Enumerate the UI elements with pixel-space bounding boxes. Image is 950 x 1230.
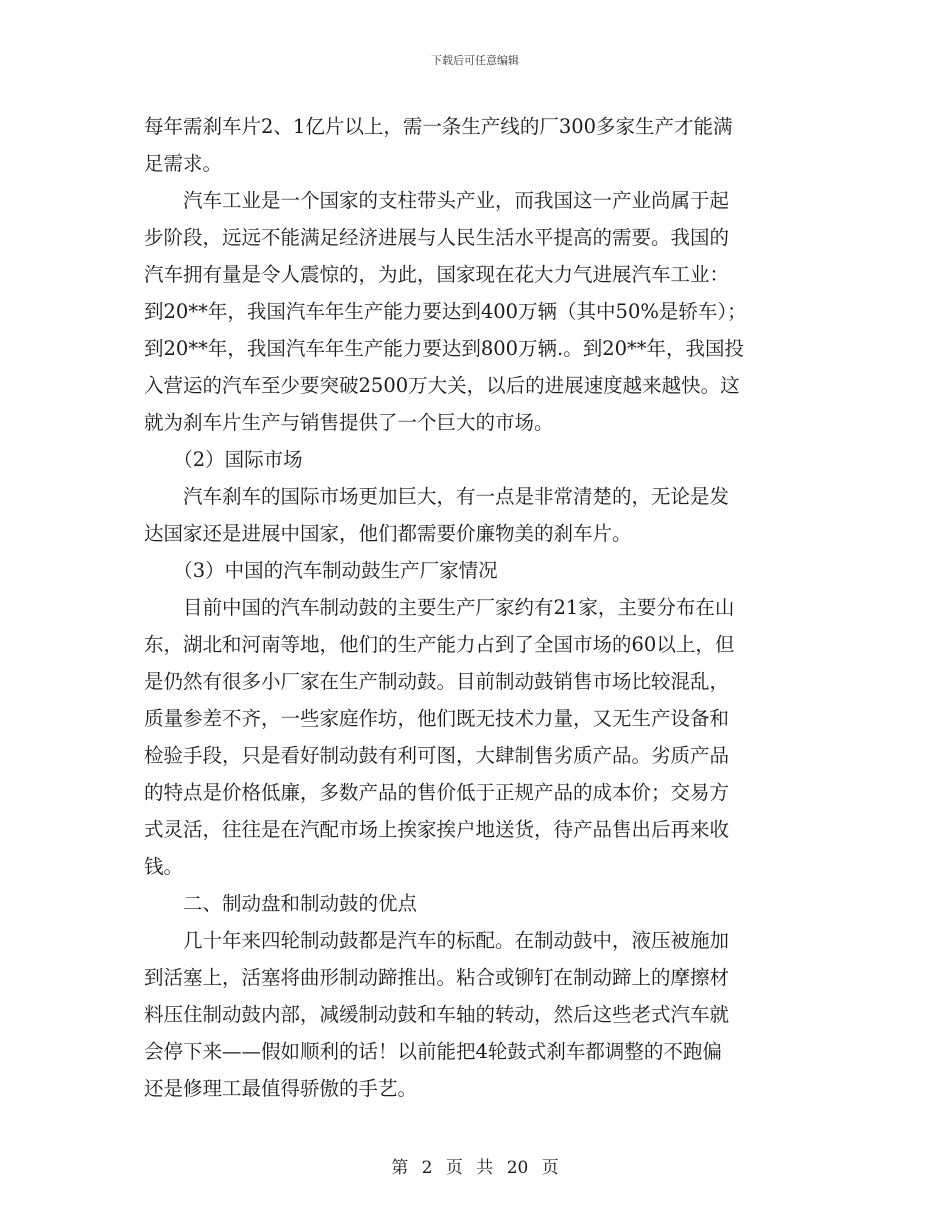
- text-line: 检验手段，只是看好制动鼓有利可图，大肆制售劣质产品。劣质产品: [144, 744, 730, 767]
- text-line: 到活塞上，活塞将曲形制动蹄推出。粘合或铆钉在制动蹄上的摩擦材: [144, 966, 730, 989]
- text-line: 每年需刹车片2、1亿片以上，需一条生产线的厂300多家生产才能满: [144, 115, 733, 138]
- text-line: 足需求。: [144, 152, 223, 175]
- text-line: 东，湖北和河南等地，他们的生产能力占到了全国市场的60以上，但: [144, 633, 735, 656]
- text-line: 质量参差不齐，一些家庭作坊，他们既无技术力量，又无生产设备和: [144, 707, 730, 730]
- text-line: 还是修理工最值得骄傲的手艺。: [144, 1077, 418, 1100]
- section-heading: 二、制动盘和制动鼓的优点: [144, 892, 418, 915]
- text-line: 达国家还是进展中国家，他们都需要价廉物美的刹车片。: [144, 522, 632, 545]
- text-line: 汽车刹车的国际市场更加巨大，有一点是非常清楚的，无论是发: [144, 485, 730, 508]
- section-heading: （3）中国的汽车制动鼓生产厂家情况: [144, 559, 498, 582]
- text-line: 汽车工业是一个国家的支柱带头产业，而我国这一产业尚属于起: [144, 189, 730, 212]
- total-pages: 20: [506, 1158, 529, 1178]
- text-line: 到20**年，我国汽车年生产能力要达到800万辆.。到20**年，我国投: [144, 337, 745, 360]
- text-line: 入营运的汽车至少要突破2500万大关，以后的进展速度越来越快。这: [144, 374, 740, 397]
- text-line: 会停下来——假如顺利的话！以前能把4轮鼓式刹车都调整的不跑偏: [144, 1040, 722, 1063]
- document-body: [144, 108, 806, 1107]
- text-line: 步阶段，远远不能满足经济进展与人民生活水平提高的需要。我国的: [144, 226, 730, 249]
- text-line: 汽车拥有量是令人震惊的，为此，国家现在花大力气进展汽车工业：: [144, 263, 730, 286]
- text-line: 料压住制动鼓内部，减缓制动鼓和车轴的转动，然后这些老式汽车就: [144, 1003, 730, 1026]
- text-line: 几十年来四轮制动鼓都是汽车的标配。在制动鼓中，液压被施加: [144, 929, 730, 952]
- page-footer: [0, 1153, 950, 1178]
- footer-ye: 页: [445, 1158, 463, 1178]
- footer-di: 第: [391, 1158, 409, 1178]
- text-line: 到20**年，我国汽车年生产能力要达到400万辆（其中50%是轿车）；: [144, 300, 747, 323]
- footer-gong: 共: [476, 1158, 494, 1178]
- text-line: 的特点是价格低廉，多数产品的售价低于正规产品的成本价；交易方: [144, 781, 730, 804]
- page-header: 下载后可任意编辑: [431, 54, 519, 67]
- section-heading: （2）国际市场: [144, 448, 303, 471]
- text-line: 钱。: [144, 855, 184, 878]
- text-line: 就为刹车片生产与销售提供了一个巨大的市场。: [144, 411, 554, 434]
- page-number: 2: [421, 1158, 433, 1178]
- text-line: 式灵活，往往是在汽配市场上挨家挨户地送货，待产品售出后再来收: [144, 818, 730, 841]
- footer-ye2: 页: [541, 1158, 559, 1178]
- text-line: 目前中国的汽车制动鼓的主要生产厂家约有21家，主要分布在山: [144, 596, 735, 619]
- text-line: 是仍然有很多小厂家在生产制动鼓。目前制动鼓销售市场比较混乱，: [144, 670, 730, 693]
